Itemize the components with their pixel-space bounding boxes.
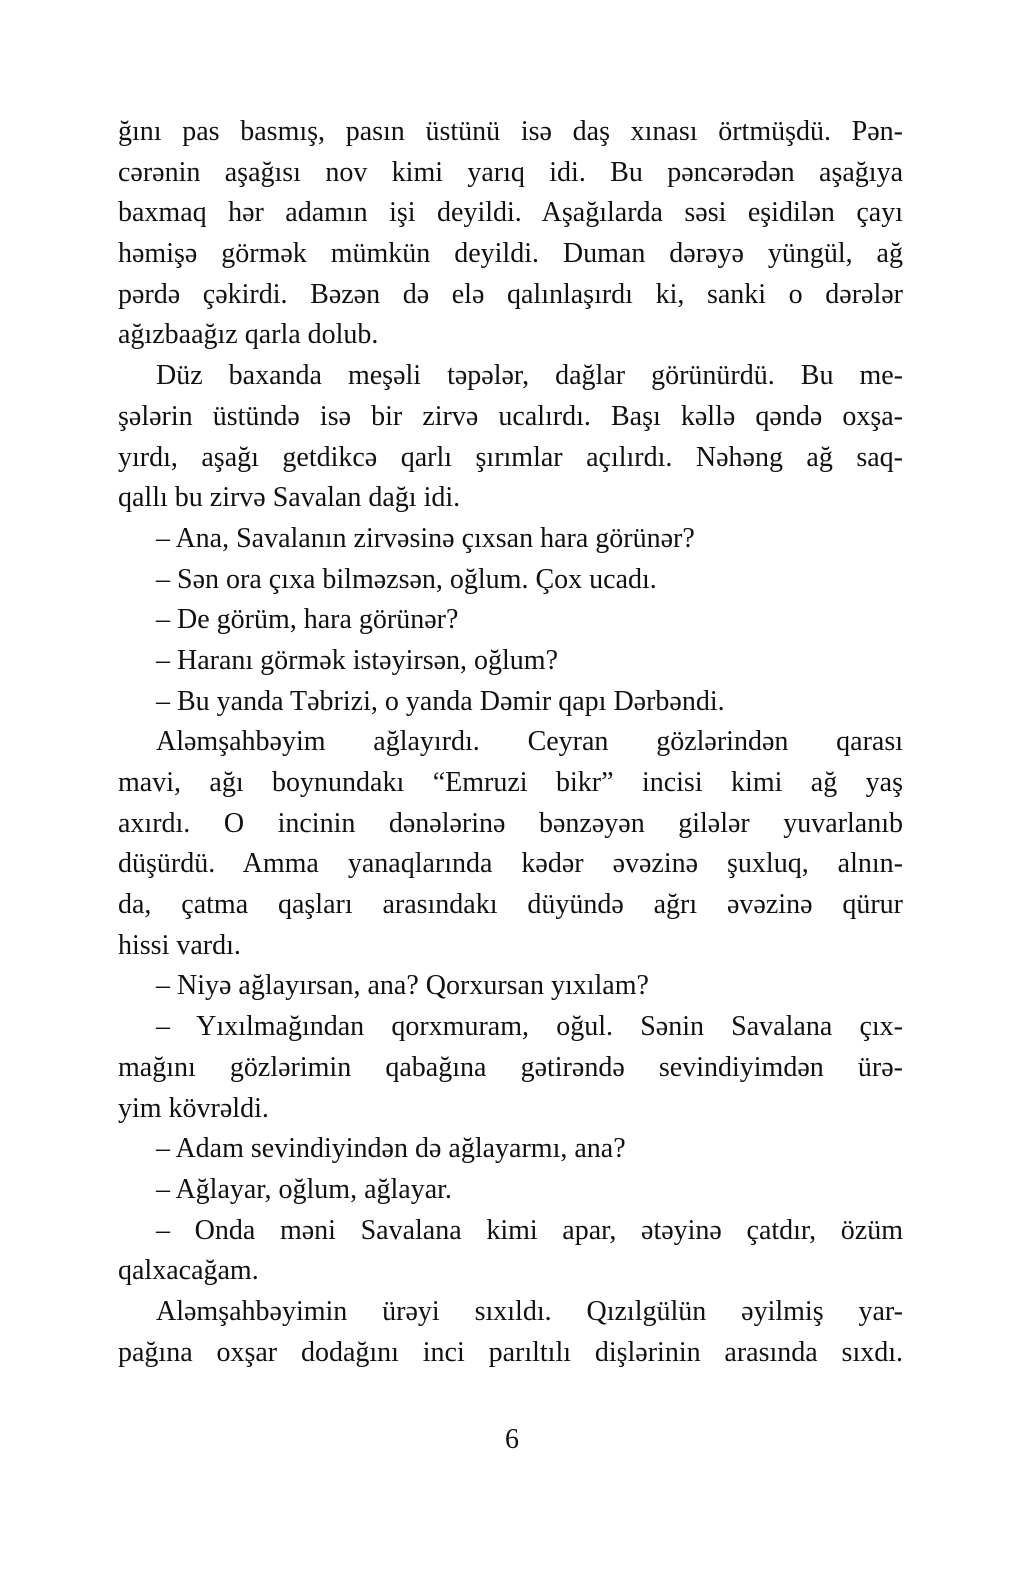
text-line: ağızbaağız qarla dolub. bbox=[118, 319, 379, 351]
text-line: – Haranı görmək istəyirsən, oğlum? bbox=[156, 644, 559, 676]
text-line: baxmaq hər adamın işi deyildi. Aşağılarda səsi eşidilən çayı bbox=[118, 197, 903, 229]
text-line: Düz baxanda meşəli təpələr, dağlar görünürdü. Bu me- bbox=[156, 360, 903, 392]
text-line: qallı bu zirvə Savalan dağı idi. bbox=[118, 482, 461, 514]
text-line: Aləmşahbəyimin ürəyi sıxıldı. Qızılgülün əyilmiş yar- bbox=[156, 1295, 903, 1327]
text-line: – Ağlayar, oğlum, ağlayar. bbox=[156, 1173, 452, 1205]
text-line: – Yıxılmağından qorxmuram, oğul. Sənin Savalana çıx- bbox=[156, 1011, 903, 1043]
text-line: şələrin üstündə isə bir zirvə ucalırdı. Başı kəllə qəndə oxşa- bbox=[118, 400, 903, 432]
text-line: hissi vardı. bbox=[118, 929, 241, 961]
text-line: – Ana, Savalanın zirvəsinə çıxsan hara görünər? bbox=[156, 522, 695, 554]
text-line: da, çatma qaşları arasındakı düyündə ağrı əvəzinə qürur bbox=[118, 889, 903, 921]
text-line: – Sən ora çıxa bilməzsən, oğlum. Çox ucadı. bbox=[156, 563, 657, 595]
text-line: pağına oxşar dodağını inci parıltılı dişlərinin arasında sıxdı. bbox=[118, 1336, 903, 1368]
text-line: yim kövrəldi. bbox=[118, 1092, 269, 1124]
text-line: Aləmşahbəyim ağlayırdı. Ceyran gözlərindən qarası bbox=[156, 726, 903, 758]
text-line: pərdə çəkirdi. Bəzən də elə qalınlaşırdı ki, sanki o dərələr bbox=[118, 278, 903, 310]
text-line: axırdı. O incinin dənələrinə bənzəyən gilələr yuvarlanıb bbox=[118, 807, 903, 839]
text-line: qalxacağam. bbox=[118, 1255, 259, 1287]
text-line: mağını gözlərimin qabağına gətirəndə sevindiyimdən ürə- bbox=[118, 1051, 903, 1083]
text-line: – Niyə ağlayırsan, ana? Qorxursan yıxılam? bbox=[156, 970, 649, 1002]
text-line: düşürdü. Amma yanaqlarında kədər əvəzinə şuxluq, alnın- bbox=[118, 848, 903, 880]
text-line: yırdı, aşağı getdikcə qarlı şırımlar açılırdı. Nəhəng ağ saq- bbox=[118, 441, 903, 473]
text-line: – De görüm, hara görünər? bbox=[156, 604, 459, 636]
text-line: ğını pas basmış, pasın üstünü isə daş xınası örtmüşdü. Pən- bbox=[118, 116, 903, 147]
text-line: – Adam sevindiyindən də ağlayarmı, ana? bbox=[156, 1133, 626, 1165]
text-line: mavi, ağı boynundakı “Emruzi bikr” incisi kimi ağ yaş bbox=[118, 767, 903, 798]
text-line: – Onda məni Savalana kimi apar, ətəyinə çatdır, özüm bbox=[156, 1214, 903, 1246]
page-number: 6 bbox=[505, 1424, 519, 1455]
text-line: həmişə görmək mümkün deyildi. Duman dərəyə yüngül, ağ bbox=[118, 238, 903, 270]
text-line: cərənin aşağısı nov kimi yarıq idi. Bu pəncərədən aşağıya bbox=[118, 156, 903, 188]
page-body-text bbox=[118, 112, 903, 1373]
text-line: – Bu yanda Təbrizi, o yanda Dəmir qapı Dərbəndi. bbox=[156, 685, 725, 717]
